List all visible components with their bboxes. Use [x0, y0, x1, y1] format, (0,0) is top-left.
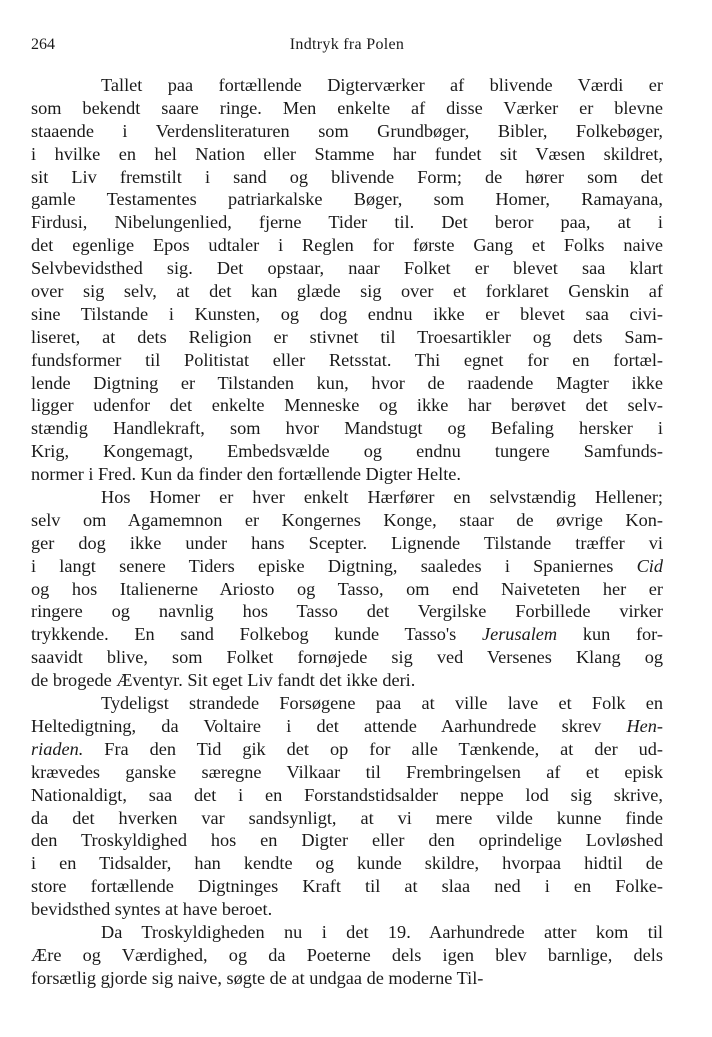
running-title: Indtryk fra Polen — [289, 36, 405, 53]
text-line — [31, 463, 663, 486]
text-segment: lende Digtning er Tilstanden kun, hvor de raadende Magter ikke — [31, 372, 663, 393]
text-segment: sit Liv fremstilt i sand og blivende Form; de hører som det — [31, 166, 663, 187]
text-line — [31, 394, 663, 417]
text-line — [31, 761, 663, 784]
text-line — [31, 829, 663, 852]
italic-title: Jerusalem — [481, 624, 558, 645]
text-segment: stændig Handlekraft, som hvor Mandstugt og Befaling hersker i — [31, 418, 663, 439]
text-segment: Krig, Kongemagt, Embedsvælde og endnu tungere Samfunds- — [31, 441, 663, 462]
text-segment: det egenlige Epos udtaler i Reglen for første Gang et Folks naive — [31, 235, 663, 256]
text-segment: Hos Homer er hver enkelt Hærfører en selvstændig Hellener; — [101, 487, 663, 508]
text-segment: sine Tilstande i Kunsten, og dog endnu ikke er blevet saa civi- — [31, 303, 663, 324]
paragraph-first-line — [31, 74, 663, 97]
text-line — [31, 738, 663, 761]
text-line — [31, 440, 663, 463]
text-segment: krævedes ganske særegne Vilkaar til Frembringelsen af et episk — [31, 761, 663, 782]
text-line — [31, 326, 663, 349]
text-segment: store fortællende Digtninges Kraft til at slaa ned i en Folke- — [31, 876, 663, 897]
text-line — [31, 944, 663, 967]
text-line — [31, 967, 663, 990]
text-segment: Fra den Tid gik det op for alle Tænkende, at der ud- — [83, 738, 663, 759]
text-line — [31, 600, 663, 623]
text-line — [31, 578, 663, 601]
text-segment: normer i Fred. Kun da finder den fortællende Digter Helte. — [31, 464, 461, 485]
text-line — [31, 303, 663, 326]
text-line — [31, 532, 663, 555]
text-segment: i hvilke en hel Nation eller Stamme har fundet sit Væsen skildret, — [31, 143, 663, 164]
text-line — [31, 166, 663, 189]
body-text — [31, 74, 663, 990]
text-line — [31, 807, 663, 830]
text-line — [31, 646, 663, 669]
text-segment: gamle Testamentes patriarkalske Bøger, som Homer, Ramayana, — [31, 189, 663, 210]
text-line — [31, 143, 663, 166]
text-line — [31, 784, 663, 807]
text-segment: ger dog ikke under hans Scepter. Lignende Tilstande træffer vi — [31, 532, 663, 553]
text-line — [31, 898, 663, 921]
text-segment: Heltedigtning, da Voltaire i det attende Aarhundrede skrev — [31, 715, 627, 736]
text-segment: og hos Italienerne Ariosto og Tasso, om end Naiveteten her er — [31, 578, 663, 599]
text-line — [31, 349, 663, 372]
text-segment: fundsformer til Politistat eller Retsstat. Thi egnet for en fortæl- — [31, 349, 663, 370]
text-segment: over sig selv, at det kan glæde sig over et forklaret Genskin af — [31, 281, 663, 302]
italic-title: riaden. — [31, 738, 84, 759]
text-line — [31, 120, 663, 143]
text-segment: Da Troskyldigheden nu i det 19. Aarhundrede atter kom til — [101, 921, 663, 942]
text-segment: liseret, at dets Religion er stivnet til Troesartikler og dets Sam- — [31, 326, 663, 347]
text-segment: som bekendt saare ringe. Men enkelte af disse Værker er blevne — [31, 97, 663, 118]
text-line — [31, 555, 663, 578]
text-line — [31, 188, 663, 211]
text-line — [31, 623, 663, 646]
text-segment: Firdusi, Nibelungenlied, fjerne Tider til. Det beror paa, at i — [31, 212, 663, 233]
text-segment: Tydeligst strandede Forsøgene paa at ville lave et Folk en — [101, 693, 663, 714]
paragraph-first-line — [31, 692, 663, 715]
text-segment: saavidt blive, som Folket fornøjede sig ved Versenes Klang og — [31, 647, 663, 668]
text-segment: i langt senere Tiders episke Digtning, saaledes i Spaniernes — [31, 555, 637, 576]
text-line — [31, 875, 663, 898]
text-segment: Selvbevidsthed sig. Det opstaar, naar Folket er blevet saa klart — [31, 258, 663, 279]
text-segment: Tallet paa fortællende Digterværker af blivende Værdi er — [101, 75, 663, 95]
text-segment: Ære og Værdighed, og da Poeterne dels igen blev barnlige, dels — [31, 944, 663, 965]
paragraph-first-line — [31, 921, 663, 944]
text-line — [31, 97, 663, 120]
text-segment: forsætlig gjorde sig naive, søgte de at undgaa de moderne Til- — [31, 967, 484, 988]
text-line — [31, 280, 663, 303]
text-line — [31, 669, 663, 692]
text-segment: den Troskyldighed hos en Digter eller den oprindelige Lovløshed — [31, 830, 663, 851]
text-line — [31, 715, 663, 738]
text-segment: bevidsthed syntes at have beroet. — [31, 899, 273, 920]
italic-title: Hen- — [626, 715, 663, 736]
italic-title: Cid — [636, 555, 663, 576]
text-segment: trykkende. En sand Folkebog kunde Tasso's — [31, 624, 482, 645]
text-segment: kun for- — [557, 624, 663, 645]
text-segment: selv om Agamemnon er Kongernes Konge, staar de øvrige Kon- — [31, 509, 663, 530]
text-segment: da det hverken var sandsynligt, at vi mere vilde kunne finde — [31, 807, 663, 828]
text-segment: staaende i Verdensliteraturen som Grundbøger, Bibler, Folkebøger, — [31, 120, 663, 141]
text-line — [31, 417, 663, 440]
text-segment: i en Tidsalder, han kendte og kunde skildre, hvorpaa hidtil de — [31, 853, 663, 874]
text-segment: de brogede Æventyr. Sit eget Liv fandt det ikke deri. — [31, 670, 416, 691]
text-segment: Nationaldigt, saa det i en Forstandstidsalder neppe lod sig skrive, — [31, 784, 663, 805]
text-line — [31, 372, 663, 395]
text-segment: ligger udenfor det enkelte Menneske og ikke har berøvet det selv- — [31, 395, 663, 416]
page-header — [31, 36, 663, 58]
text-line — [31, 234, 663, 257]
text-line — [31, 509, 663, 532]
paragraph-first-line — [31, 486, 663, 509]
text-segment: ringere og navnlig hos Tasso det Vergilske Forbillede virker — [31, 601, 663, 622]
text-line — [31, 852, 663, 875]
text-line — [31, 211, 663, 234]
text-line — [31, 257, 663, 280]
page-number: 264 — [31, 36, 55, 53]
